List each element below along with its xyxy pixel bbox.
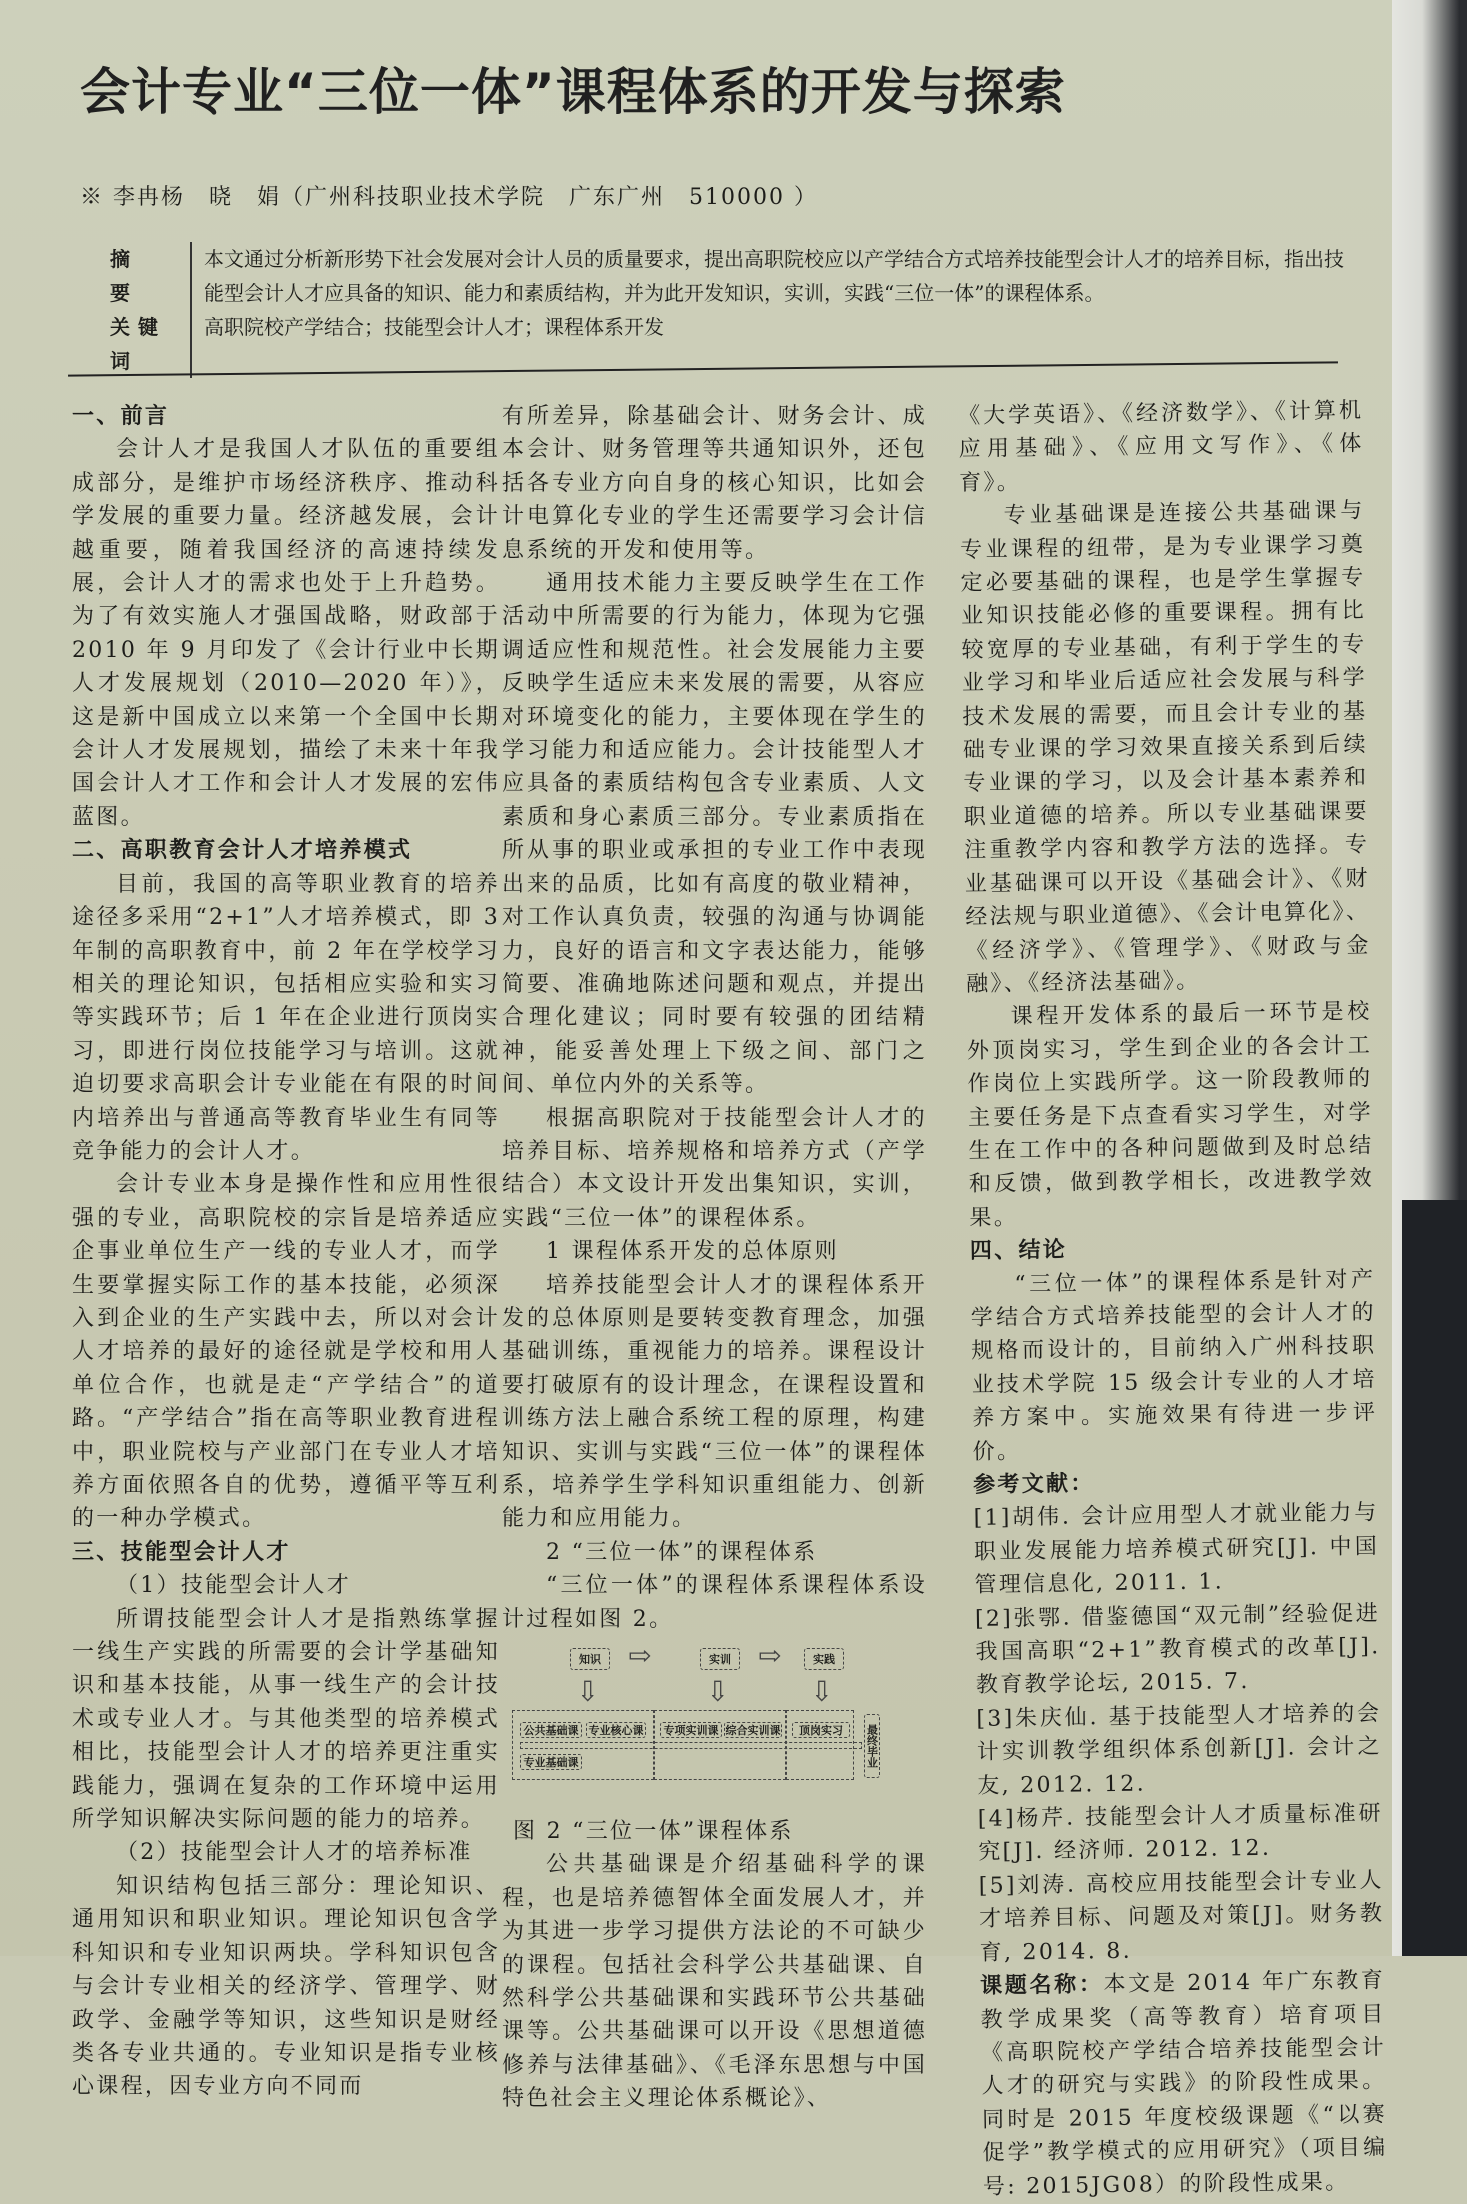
project-note	[980, 1964, 1388, 2203]
paragraph: 专业基础课是连接公共基础课与专业课程的纽带，是为专业课学习奠定必要基础的课程，也是学生掌握专业知识技能必修的重要课程。拥有比较宽厚的专业基础，有利于学生的专业学习和毕业后适应社会发展与科学技术发展的需要，而且会计专业的基础专业课的学习效果直接关系到后续专业课的学习，以及会计基本素养和职业道德的培养。所以专业基础课要注重教学内容和教学方法的选择。专业基础课可以开设《基础会计》、《财经法规与职业道德》、《会计电算化》、《经济学》、《管理学》、《财政与金融》、《经济法基础》。	[959, 498, 1371, 997]
paragraph: 知识结构包括三部分：理论知识、通用知识和职业知识。理论知识包含学科知识和专业知识两块。学科知识包含与会计专业相关的经济学、管理学、财政学、金融学等知识，这些知识是财经类各专业共通的。专业知识是指专业核心课程，因专业方向不同而	[72, 1873, 500, 2100]
reference-item: [2]张鄂. 借鉴德国“双元制”经验促进我国高职“2+1”教育模式的改革[J]. 教育教学论坛, 2015. 7.	[974, 1600, 1381, 1699]
reference-item: [5]刘涛. 高校应用技能型会计专业人才培养目标、问题及对策[J]。财务教育, 2014. 8.	[978, 1868, 1385, 1966]
flow-arrow-bar	[520, 1742, 862, 1749]
page-edge	[1392, 0, 1467, 1956]
graduation-box: 最终毕业	[864, 1714, 880, 1778]
figure-caption: 图 2 “三位一体”课程体系	[513, 1819, 794, 1845]
section-heading: 三、技能型会计人才	[72, 1539, 291, 1565]
major-core-course: 专业核心课	[586, 1722, 646, 1738]
subsection-heading: （1）技能型会计人才	[116, 1573, 351, 1599]
keywords-text: 高职院校产学结合；技能型会计人才；课程体系开发	[204, 315, 664, 339]
arrow-down-icon: ⇩	[810, 1675, 834, 1709]
paragraph: 《大学英语》、《经济数学》、《计算机应用基础》、《应用文写作》、《体育》。	[958, 398, 1364, 496]
keywords-label: 关键词	[110, 310, 192, 378]
paragraph: 有所差异，除基础会计、财务会计、成本会计、财务管理等共通知识外，还包括各专业方向自身的核心知识，比如会计电算化专业的学生还需要学习会计信息系统的开发和使用等。	[502, 404, 927, 563]
column-2	[502, 400, 927, 2116]
section-heading: 二、高职教育会计人才培养模式	[72, 838, 413, 864]
public-basic-course: 公共基础课	[520, 1722, 582, 1738]
special-training-course: 专项实训课	[660, 1722, 722, 1738]
abstract-text: 本文通过分析新形势下社会发展对会计人员的质量要求，提出高职院校应以产学结合方式培养技能型会计人才的培养目标，指出技能型会计人才应具备的知识、能力和素质结构，并为此开发知识，实训，实践“三位一体”的课程体系。	[204, 247, 1344, 305]
internship-course: 顶岗实习	[792, 1722, 850, 1738]
reference-item: [1]胡伟. 会计应用型人才就业能力与职业发展能力培养模式研究[J]. 中国管理信息化, 2011. 1.	[973, 1500, 1380, 1599]
paragraph: 课程开发体系的最后一环节是校外顶岗实习，学生到企业的各会计工作岗位上实践所学。这一阶段教师的主要任务是下点查看实习学生，对学生在工作中的各种问题做到及时总结和反馈，做到教学相长，改进教学效果。	[966, 999, 1375, 1231]
dark-background	[1402, 1200, 1467, 1956]
reference-item: [4]杨芹. 技能型会计人才质量标准研究[J]. 经济师. 2012. 12.	[977, 1801, 1383, 1866]
article-title: 会计专业“三位一体”课程体系的开发与探索	[80, 63, 1066, 121]
paragraph: 会计专业本身是操作性和应用性很强的专业，高职院校的宗旨是培养适应企事业单位生产一线的专业人才，而学生要掌握实际工作的基本技能，必须深入到企业的生产实践中去，所以对会计人才培养的最好的途径就是学校和用人单位合作，也就是走“产学结合”的道路。“产学结合”指在高等职业教育进程中，职业院校与产业部门在专业人才培养方面依照各自的优势，遵循平等互利的一种办学模式。	[72, 1172, 500, 1532]
abstract-label: 摘 要	[110, 242, 192, 310]
comprehensive-training-course: 综合实训课	[725, 1723, 781, 1737]
paragraph: 目前，我国的高等职业教育的培养途径多采用“2+1”人才培养模式，即 3 年制的高职教育中，前 2 年在学校学习相关的理论知识，包括相应实验和实习等实践环节；后 1 年在企业进行顶岗实习，即进行岗位技能学习与培训。这就迫切要求高职会计专业能在有限的时间内培养出与普通高等教育毕业生有同等竞争能力的会计人才。	[72, 871, 500, 1164]
section-heading: 一、前言	[72, 404, 170, 429]
project-label: 课题名称：	[979, 1972, 1104, 1999]
paragraph: “三位一体”的课程体系课程体系设计过程如图 2。	[502, 1573, 927, 1632]
project-text: 本文是 2014 年广东教育教学成果奖（高等教育）培育项目《高职院校产学结合培养技能型会计人才的研究与实践》的阶段性成果。同时是 2015 年度校级课题《“以赛促学”教学模式的应用研究》（项目编号: 2015JG08）的阶段性成果。	[980, 1968, 1388, 2200]
paragraph: 通用技术能力主要反映学生在工作活动中所需要的行为能力，体现为它强调适应性和规范性。社会发展能力主要反映学生适应未来发展的需要，从容应对环境变化的能力，主要体现在学生的学习能力和适应能力。会计技能型人才应具备的素质结构包含专业素质、人文素质和身心素质三部分。专业素质指在所从事的职业或承担的专业工作中表现出来的品质，比如有高度的敬业精神，对工作认真负责，较强的沟通与协调能力，良好的语言和文字表达能力，能够简要、准确地陈述问题和观点，并提出合理化建议；同时要有较强的团结精神，能妥善处理上下级之间、部门之间、单位内外的关系等。	[502, 571, 927, 1098]
arrow-right-icon: ⇨	[758, 1639, 782, 1673]
knowledge-box: 知识	[570, 1648, 610, 1670]
practice-box: 实践	[804, 1648, 844, 1670]
paragraph: 所谓技能型会计人才是指熟练掌握一线生产实践的所需要的会计学基础知识和基本技能，从事一线生产的会计技术或专业人才。与其他类型的培养模式相比，技能型会计人才的培养更注重实践能力，强调在复杂的工作环境中运用所学知识解决实际问题的能力的培养。	[72, 1606, 500, 1833]
paragraph: “三位一体”的课程体系是针对产学结合方式培养技能型的会计人才的规格而设计的，目前纳入广州科技职业技术学院 15 级会计专业的人才培养方案中。实施效果有待进一步评价。	[970, 1266, 1378, 1465]
paragraph: 会计人才是我国人才队伍的重要组成部分，是维护市场经济秩序、推动科学发展的重要力量。经济越发展，会计越重要，随着我国经济的高速持续发展，会计人才的需求也处于上升趋势。为了有效实施人才强国战略，财政部于 2010 年 9 月印发了《会计行业中长期人才发展规划（2010—2020 年）》，这是新中国成立以来第一个全国中长期会计人才发展规划，描绘了未来十年我国会计人才工作和会计人才发展的宏伟蓝图。	[72, 437, 500, 830]
paragraph: 培养技能型会计人才的课程体系开发的总体原则是要转变教育理念，加强基础训练，重视能力的培养。课程设计要打破原有的设计理念，在课程设置和训练方法上融合系统工程的原理，构建知识、实训与实践“三位一体”的课程体系，培养学生学科知识重组能力、创新能力和应用能力。	[502, 1272, 927, 1532]
abstract-block	[110, 242, 1360, 378]
subsection-heading: （2）技能型会计人才的培养标准	[116, 1840, 473, 1866]
training-box: 实训	[700, 1648, 740, 1670]
column-1	[72, 400, 500, 2104]
references-heading: 参考文献：	[972, 1471, 1095, 1498]
arrow-down-icon: ⇩	[576, 1675, 600, 1709]
arrow-down-icon: ⇩	[706, 1675, 730, 1709]
column-3	[958, 394, 1388, 2203]
subsection-heading: 1 课程体系开发的总体原则	[546, 1239, 839, 1265]
course-system-diagram	[512, 1640, 927, 1815]
section-heading: 四、结论	[969, 1237, 1068, 1265]
reference-item: [3]朱庆仙. 基于技能型人才培养的会计实训教学组织体系创新[J]. 会计之友, 2012. 12.	[976, 1701, 1383, 1799]
authors-line: ※ 李冉杨 晓 娟（广州科技职业技术学院 广东广州 510000 ）	[80, 185, 818, 210]
paragraph: 公共基础课是介绍基础科学的课程，也是培养德智体全面发展人才，并为其进一步学习提供方法论的不可缺少的课程。包括社会科学公共基础课、自然科学公共基础课和实践环节公共基础课等。公共基础课可以开设《思想道德修养与法律基础》、《毛泽东思想与中国特色社会主义理论体系概论》、	[502, 1852, 927, 2112]
subsection-heading: 2 “三位一体”的课程体系	[546, 1539, 818, 1565]
arrow-right-icon: ⇨	[628, 1639, 652, 1673]
paragraph: 根据高职院对于技能型会计人才的培养目标、培养规格和培养方式（产学结合）本文设计开发出集知识，实训，实践“三位一体”的课程体系。	[502, 1105, 927, 1231]
major-basic-course: 专业基础课	[520, 1754, 582, 1770]
